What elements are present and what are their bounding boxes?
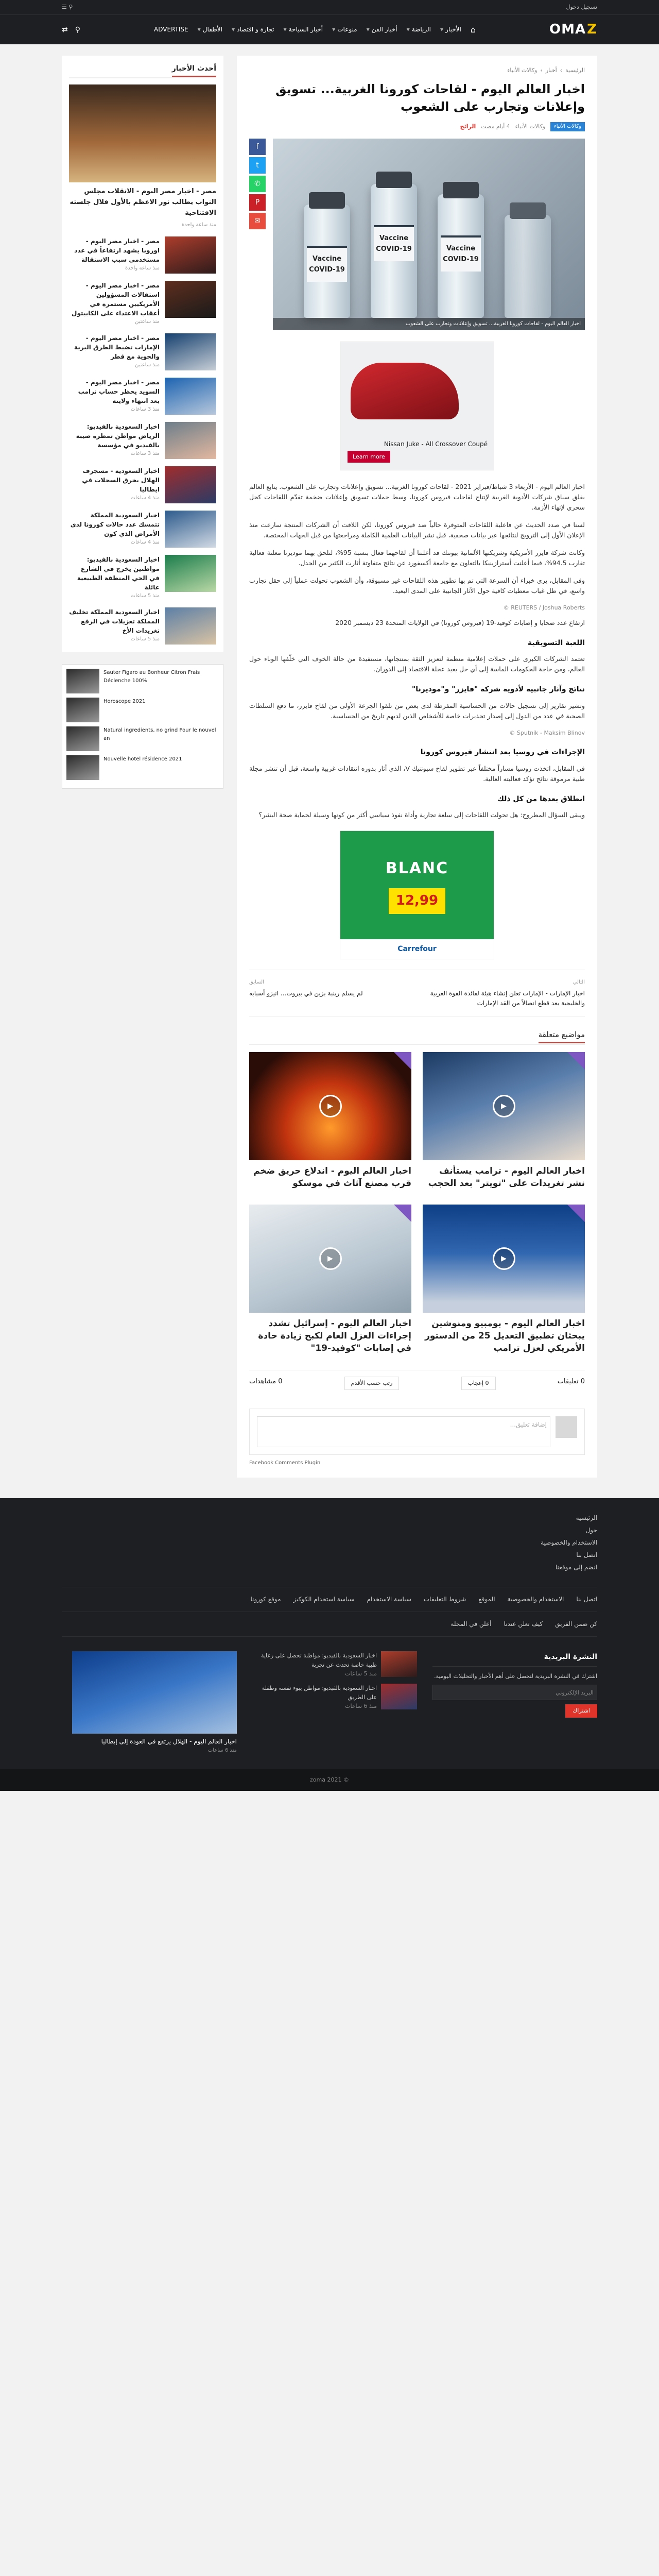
top-bar	[0, 0, 659, 14]
ad-item[interactable]: Horoscope 2021	[66, 698, 219, 722]
list-item[interactable]	[69, 555, 216, 600]
related-card[interactable]	[423, 1052, 585, 1190]
breadcrumb-news[interactable]: أخبار	[545, 67, 557, 74]
image-caption: اخبار العالم اليوم - لقاحات كورونا الغربية... تسويق وإعلانات وتجارب على الشعوب	[273, 318, 585, 330]
widget-title: النشرة البريدية	[432, 1651, 597, 1666]
article-main	[237, 56, 597, 1478]
footer-link[interactable]: حول	[585, 1526, 597, 1534]
post-title[interactable]: اخبار السعودية المملكة تخليف المملكة تعزيلات في الرفع تغريدات الأخ	[69, 608, 160, 634]
post-date: منذ 6 ساعات	[207, 1748, 237, 1754]
latest-news-widget	[62, 56, 223, 652]
ad-item[interactable]: Natural ingredients, no grind Pour le nouvel an	[66, 726, 219, 751]
post-title[interactable]: اخبار العالم اليوم - الهلال يرتفع في العودة إلى إيطاليا	[101, 1738, 237, 1745]
post-date: منذ ساعة واحدة	[125, 265, 160, 271]
play-icon[interactable]: ▶	[319, 1095, 342, 1117]
footer-sub-links	[62, 1612, 597, 1637]
footer-category[interactable]: الموقع	[478, 1595, 495, 1603]
nav-item-tourism[interactable]: أخبار السياحة ▼	[283, 26, 323, 33]
post-date: منذ 4 ساعات	[130, 539, 160, 545]
post-title[interactable]: اخبار السعودية بالفيديو: مواطنين يخرج في الشارع في الحي المنطقة الطبيعية عائلة	[77, 555, 160, 591]
footer-category[interactable]: سياسة استخدام الكوكيز	[293, 1595, 355, 1603]
ad-price: 12,99	[389, 888, 445, 914]
whatsapp-share-button[interactable]: ✆	[249, 176, 266, 192]
ad-thumbnail	[66, 669, 99, 693]
post-thumbnail[interactable]	[72, 1651, 237, 1734]
post-thumbnail[interactable]	[165, 466, 216, 503]
list-item[interactable]	[69, 236, 216, 274]
post-title[interactable]: اخبار السعودية - مسجرف الهلال يخرق السجلات في ايطاليا	[82, 467, 160, 493]
related-card[interactable]	[423, 1205, 585, 1354]
list-item[interactable]	[69, 422, 216, 459]
pinterest-share-button[interactable]: P	[249, 194, 266, 211]
post-thumbnail[interactable]	[165, 281, 216, 318]
play-icon[interactable]: ▶	[493, 1247, 515, 1270]
comment-box	[249, 1409, 585, 1455]
section-heading: انطلاق بعدها من كل ذلك	[497, 794, 585, 803]
footer-featured-widget	[72, 1651, 237, 1755]
post-thumbnail[interactable]	[165, 607, 216, 645]
photo-credit: Sputnik - Maksim Blinov ©	[509, 729, 585, 736]
author[interactable]: وكالات الأنباء	[515, 123, 546, 130]
date-line: ارتفاع عدد ضحايا و إصابات كوفيد-19 (فيروس كورونا) في الولايات المتحدة 23 ديسمبر 2020	[335, 618, 585, 626]
paragraph: وفي المقابل، يرى خبراء أن السرعة التي تم بها تطوير هذه اللقاحات غير مسبوقة، وأن الشعوب تحولت عملياً إلى حقل تجارب واسع، في ظل غياب معطيات كافية حول الآثار الجانبية على المدى البعيد.	[249, 577, 585, 595]
paragraph: ويبقى السؤال المطروح: هل تحولت اللقاحات إلى سلعة تجارية وأداة نفوذ سياسي أكثر من كونها وسيلة لحماية صحة البشر؟	[258, 810, 585, 819]
chevron-down-icon: ▼	[231, 27, 235, 32]
footer-category[interactable]: سياسة الاستخدام	[367, 1595, 411, 1603]
section-heading: نتائج وآثار جانبية لأدوية شركة "فايزر" و"موديرنا"	[411, 685, 585, 694]
facebook-share-button[interactable]: f	[249, 139, 266, 155]
related-heading: مواضيع متعلقة	[249, 1028, 585, 1045]
post-thumbnail[interactable]	[165, 555, 216, 592]
footer-sub-link[interactable]: كيف تعلن عندنا	[504, 1620, 543, 1628]
footer-link[interactable]: انضم إلى موقعنا	[555, 1563, 597, 1571]
paragraph: وتشير تقارير إلى تسجيل حالات من الحساسية المفرطة لدى بعض من تلقوا الجرعة الأولى من لقاح فايزر، ما دفع السلطات الصحية في عدد من الدول إلى إصدار تحذيرات خاصة للأشخاص الذين لديهم تاريخ من الحساسية.	[249, 701, 585, 720]
nav-item-advertise[interactable]: ADVERTISE	[154, 26, 188, 33]
related-posts	[249, 1052, 585, 1354]
ad-item[interactable]: Nouvelle hotel résidence 2021	[66, 755, 219, 780]
site-logo[interactable]: Z OMA	[549, 22, 597, 38]
post-title[interactable]: مصر - اخبار مصر اليوم - الانقلاب مجلس النواب يطالب نور الاعظم بالأول فلال جلسته الافتتاحية	[70, 188, 216, 217]
footer-sub-link[interactable]: أعلن في المجلة	[450, 1620, 492, 1628]
post-thumbnail[interactable]	[69, 84, 216, 182]
nav-item-art[interactable]: أخبار الفن ▼	[366, 26, 397, 33]
page-title: اخبار العالم اليوم - لقاحات كورونا الغربية... تسويق وإعلانات وتجارب على الشعوب	[275, 81, 585, 114]
related-title[interactable]: اخبار العالم اليوم - إسرائيل تشدد إجراءات العزل العام لكبح زيادة حادة في إصابات "كوفيد-19"	[258, 1318, 411, 1353]
photo-credit: REUTERS / Joshua Roberts ©	[503, 604, 585, 612]
sort-select[interactable]: رتب حسب الأقدم	[344, 1377, 400, 1390]
chevron-down-icon: ▼	[197, 27, 201, 32]
advertisement[interactable]	[340, 342, 494, 470]
post-title[interactable]: اخبار السعودية المملكة تتمسك عدد حالات كورونا لدى الأمراض الذي كون	[70, 511, 160, 537]
nav-icons	[62, 24, 80, 36]
post-title[interactable]: مصر - اخبار مصر اليوم - السويد يحظر حساب ترامب بعد انتهاء ولايته	[78, 378, 160, 404]
breadcrumb-agency[interactable]: وكالات الأنباء	[507, 67, 537, 74]
widget-title: أحدث الأخبار	[69, 63, 216, 78]
post-title[interactable]: مصر - اخبار مصر اليوم - اوروبا يشهد ارتفاعاً في عدد مستخدمي سبب الاستقالة	[74, 237, 160, 263]
share-bar	[249, 139, 266, 330]
twitter-share-button[interactable]: t	[249, 157, 266, 174]
related-title[interactable]: اخبار العالم اليوم - ترامب يستأنف نشر تغريدات على "تويتر" بعد الحجب	[428, 1166, 585, 1189]
related-card[interactable]	[249, 1205, 411, 1354]
related-title[interactable]: اخبار العالم اليوم - اندلاع حريق ضخم قرب مصنع آثاث في موسكو	[253, 1166, 411, 1189]
nav-item-news[interactable]: الأخبار ▼	[440, 26, 461, 33]
copyright: © 2021 zoma	[0, 1769, 659, 1791]
ad-cta-button[interactable]: Learn more	[348, 451, 390, 463]
ad-thumbnail	[66, 755, 99, 780]
vaccine-vial: Vaccine COVID-19	[438, 194, 484, 318]
list-item[interactable]	[69, 333, 216, 370]
login-link[interactable]: تسجيل دخول	[566, 4, 597, 11]
list-item[interactable]	[69, 607, 216, 645]
vaccine-vial: Vaccine COVID-19	[371, 184, 417, 318]
footer-link[interactable]: اتصل بنا	[576, 1551, 597, 1558]
play-icon[interactable]: ▶	[319, 1247, 342, 1270]
ad-brand: BLANC	[385, 859, 449, 878]
post-thumbnail[interactable]	[165, 333, 216, 370]
list-item[interactable]	[69, 281, 216, 326]
footer-category[interactable]: اتصل بنا	[576, 1595, 597, 1603]
subscribe-button[interactable]: اشتراك	[565, 1704, 597, 1718]
post-thumbnail[interactable]	[381, 1684, 417, 1709]
footer-link[interactable]: الاستخدام والخصوصية	[541, 1538, 597, 1546]
email-field[interactable]: البريد الإلكتروني	[432, 1685, 597, 1700]
related-title[interactable]: اخبار العالم اليوم - بومبيو ومنوشين يبحثان تطبيق التعديل 25 من الدستور الأمريكي لعزل ترامب	[425, 1318, 585, 1353]
newsletter-text: اشترك في النشرة البريدية لتحصل على أهم الأخبار والتحليلات اليومية.	[434, 1672, 597, 1680]
breadcrumb: الرئيسية › أخبار › وكالات الأنباء	[249, 66, 585, 75]
post-date: منذ 3 ساعات	[130, 406, 160, 412]
views-count: 0 مشاهدات	[249, 1378, 283, 1386]
ad-thumbnail	[66, 698, 99, 722]
home-icon[interactable]: ⌂	[470, 25, 476, 35]
article-body	[249, 482, 585, 820]
sidebar	[62, 56, 223, 789]
category-badge[interactable]: وكالات الأنباء	[550, 122, 585, 131]
like-button[interactable]: 0 إعجاب	[461, 1377, 496, 1390]
footer-links	[62, 1498, 597, 1587]
chevron-down-icon: ▼	[283, 27, 287, 32]
related-card[interactable]	[249, 1052, 411, 1190]
post-title[interactable]: اخبار السعودية بالفيديو: الرياض مواطن تمطرة صيبة بالفيديو في مؤسسة	[76, 422, 160, 449]
vaccine-vial: Vaccine COVID-19	[304, 205, 350, 318]
ad-text: Nissan Juke - All Crossover Coupé	[384, 440, 488, 448]
post-date: منذ ساعتين	[135, 318, 160, 325]
chevron-down-icon: ▼	[406, 27, 410, 32]
nav-item-kids[interactable]: الأطفال ▼	[197, 26, 222, 33]
menu	[154, 23, 476, 37]
nav-item-economy[interactable]: تجارة و اقتصاد ▼	[231, 26, 274, 33]
page-body	[62, 56, 597, 1478]
featured-post[interactable]	[69, 84, 216, 229]
breadcrumb-home[interactable]: الرئيسية	[565, 67, 585, 74]
paragraph: لسنا في صدد الحديث عن فاعلية اللقاحات المتوفرة حالياً ضد فيروس كورونا، لكن اللافت أن الشركات المنتجة سارعت منذ الإعلان الأول إلى الترويج لنتائجها عبر بيانات صحفية، قبل نشر البيانات العلمية الكاملة ومراجعتها من قبل الجهات المختصة.	[249, 521, 585, 539]
main-nav	[0, 14, 659, 44]
next-post-title: اخبار الإمارات - الإمارات تعلن إنشاء هيئة لفائدة القوة العربية والخليجية بعد قطع اتصالاً من القد الإمارات	[430, 989, 585, 1007]
post-thumbnail[interactable]	[381, 1651, 417, 1677]
nav-item-sport[interactable]: الرياضة ▼	[406, 26, 431, 33]
post-date: منذ ساعة واحدة	[181, 222, 216, 228]
list-item[interactable]	[69, 378, 216, 415]
comment-input[interactable]: إضافة تعليق...	[257, 1416, 550, 1447]
next-post[interactable]: التالي اخبار الإمارات - الإمارات تعلن إنشاء هيئة لفائدة القوة العربية والخليجية بعد قطع اتصالاً من القد الإمارات	[425, 978, 585, 1008]
top-icons: ⚲ ☰	[62, 4, 73, 11]
post-title[interactable]: مصر - اخبار مصر اليوم - استقالات المسؤولين الأمريكيين مستمرة في أعقاب الاعتداء على الكابيتول	[72, 281, 160, 317]
trending-badge: الرائج	[460, 123, 476, 130]
article-meta	[249, 122, 585, 131]
paragraph: اخبار العالم اليوم - الأربعاء 3 شباط/فبراير 2021 - لقاحات كورونا الغربية... تسويق وإعلانات وتجارب على الشعوب. يتابع العالم بقلق سباق شركات الأدوية الغربية لإنتاج لقاحات فيروس كورونا، وسط حملات تسويق وإعلانات ضخمة تقدّم اللقاحات كحل سحري لإنهاء الأزمة.	[249, 483, 585, 512]
paragraph: وكانت شركة فايزر الأمريكية وشريكتها الألمانية بيونتك قد أعلنتا أن لقاحهما فعال بنسبة 95%، لتلحق بهما موديرنا معلنة فعالية تقارب 94.5%، فيما أعلنت أسترازينيكا بالتعاون مع جامعة أكسفورد عن نتائج متفاوتة أثارت الكثير من الجدل.	[249, 549, 585, 567]
post-date: منذ 5 ساعات	[130, 592, 160, 599]
footer-category[interactable]: شروط التعليقات	[423, 1595, 466, 1603]
car-image	[351, 363, 459, 419]
section-heading: الإجراءات في روسيا بعد انتشار فيروس كورونا	[420, 748, 585, 757]
ad-item[interactable]: Sauter Figaro au Bonheur Citron Frais Déclenche 100%	[66, 669, 219, 693]
post-thumbnail[interactable]	[165, 378, 216, 415]
prev-post[interactable]: السابق لم يسلم ربنبة بزين في بيروت... انيزو أسبابه	[249, 978, 409, 1008]
prev-post-title: لم يسلم ربنبة بزين في بيروت... انيزو أسبابه	[249, 989, 363, 997]
featured-image	[273, 139, 585, 330]
list-item[interactable]	[69, 511, 216, 548]
publish-time: 4 أيام مضت	[481, 123, 510, 130]
footer-sub-link[interactable]: كن ضمن الفريق	[555, 1620, 597, 1628]
chevron-down-icon: ▼	[440, 27, 444, 32]
footer-widgets	[62, 1637, 597, 1769]
footer-link[interactable]: الرئيسية	[576, 1514, 597, 1521]
post-date: منذ 4 ساعات	[130, 495, 160, 501]
post-thumbnail[interactable]	[165, 422, 216, 459]
advertisement[interactable]	[340, 831, 494, 959]
post-date: منذ 5 ساعات	[130, 636, 160, 642]
vaccine-vial	[505, 215, 551, 318]
footer-categories	[62, 1587, 597, 1612]
list-item[interactable]	[69, 466, 216, 503]
post-navigation	[249, 970, 585, 1017]
footer-category[interactable]: موقع كورونا	[250, 1595, 281, 1603]
nav-item-misc[interactable]: منوعات ▼	[332, 26, 357, 33]
footer-category[interactable]: الاستخدام والخصوصية	[507, 1595, 564, 1603]
post-title[interactable]: مصر - اخبار مصر اليوم - الإمارات تضبط الطرق البرية والجوية مع قطر	[74, 334, 160, 360]
section-heading: اللعبة التسويقية	[527, 638, 585, 647]
search-icon[interactable]: ⚲	[75, 25, 81, 34]
list-item[interactable]: اخبار السعودية بالفيديو: مواطن يبوء نفسه وطفلة على الطريق منذ 6 ساعات	[252, 1684, 417, 1711]
ad-thumbnail	[66, 726, 99, 751]
paragraph: تعتمد الشركات الكبرى على حملات إعلامية منظمة لتعزيز الثقة بمنتجاتها، مستفيدة من حالة الخوف التي خلّفها الوباء حول العالم، ومن حاجة الحكومات الماسة إلى أي حل يعيد عجلة الاقتصاد إلى الدوران.	[249, 655, 585, 673]
newsletter-widget	[432, 1651, 597, 1755]
chevron-down-icon: ▼	[332, 27, 336, 32]
play-icon[interactable]: ▶	[493, 1095, 515, 1117]
sidebar-advertisement[interactable]	[62, 664, 223, 789]
random-icon[interactable]: ⇄	[62, 25, 68, 34]
post-date: منذ ساعتين	[135, 362, 160, 368]
footer-posts-widget	[252, 1651, 417, 1755]
paragraph: في المقابل، اتخذت روسيا مساراً مختلفاً عبر تطوير لقاح سبوتنيك V، الذي أثار بدوره انتقادات غربية واسعة، قبل أن تنشر مجلة طبية مرموقة نتائج تؤكد فعاليته العالية.	[249, 764, 585, 783]
list-item[interactable]: اخبار السعودية بالفيديو: مواطنة تحصل على رعاية طبية خاصة تحدث عن تجربة منذ 5 ساعات	[252, 1651, 417, 1679]
engagement-bar	[249, 1370, 585, 1396]
comments-count: 0 تعليقات	[557, 1378, 585, 1386]
comments-plugin-label[interactable]: Facebook Comments Plugin	[249, 1460, 321, 1466]
avatar	[556, 1416, 577, 1438]
ad-store: Carrefour	[397, 944, 437, 953]
chevron-down-icon: ▼	[366, 27, 370, 32]
post-thumbnail[interactable]	[165, 511, 216, 548]
post-date: منذ 3 ساعات	[130, 450, 160, 456]
email-share-button[interactable]: ✉	[249, 213, 266, 229]
footer	[0, 1498, 659, 1791]
post-thumbnail[interactable]	[165, 236, 216, 274]
